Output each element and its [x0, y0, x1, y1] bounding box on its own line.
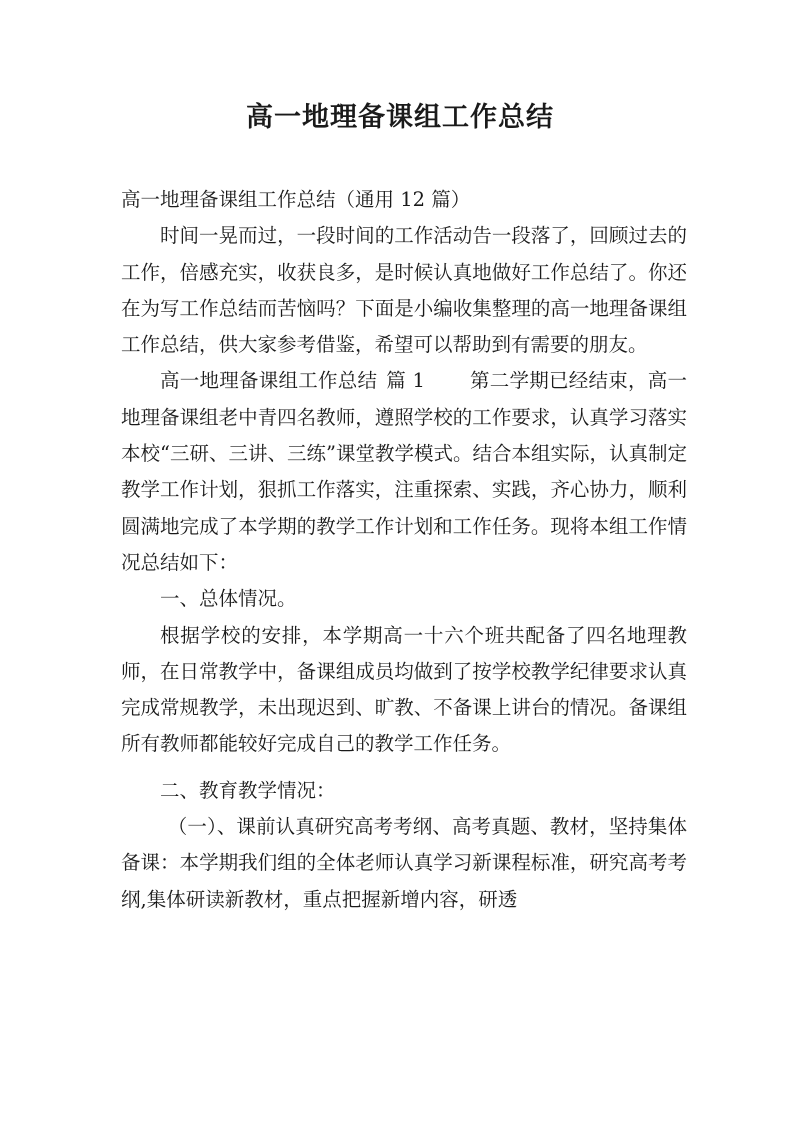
section-2-body: （一）、课前认真研究高考考纲、高考真题、教材，坚持集体备课：本学期我们组的全体老师认真学习新课程标准，研究高考考纲,集体研读新教材，重点把握新增内容，研透: [121, 815, 687, 911]
intro-paragraph: 时间一晃而过，一段时间的工作活动告一段落了，回顾过去的工作，倍感充实，收获良多，是时候认真地做好工作总结了。你还在为写工作总结而苦恼吗？下面是小编收集整理的高一地理备课组工作总结，供大家参考借鉴，希望可以帮助到有需要的朋友。: [121, 224, 687, 357]
article-1-heading: 高一地理备课组工作总结: [160, 369, 378, 393]
section-1-heading: 一、总体情况。: [160, 587, 297, 611]
document-subtitle: 高一地理备课组工作总结（通用 12 篇）: [121, 188, 471, 211]
article-1-opening: 第二学期已经结束，高一地理备课组老中青四名教师，遵照学校的工作要求，认真学习落实本校“三研、三讲、三练”课堂教学模式。结合本组实际，认真制定教学工作计划，狠抓工作落实，注重探索、实践，齐心协力，顺利圆满地完成了本学期的教学工作计划和工作任务。现将本组工作情况总结如下：: [121, 369, 687, 574]
section-2-heading: 二、教育教学情况：: [160, 778, 336, 802]
document-title: 高一地理备课组工作总结: [246, 102, 554, 133]
section-1-body: 根据学校的安排，本学期高一十六个班共配备了四名地理教师，在日常教学中，备课组成员均做到了按学校教学纪律要求认真完成常规教学，未出现迟到、旷教、不备课上讲台的情况。备课组所有教师都能较好完成自己的教学工作任务。: [121, 623, 687, 756]
article-1-number: 篇 1: [386, 369, 425, 393]
article-1-paragraph: [121, 363, 687, 581]
document-body: [121, 182, 687, 918]
